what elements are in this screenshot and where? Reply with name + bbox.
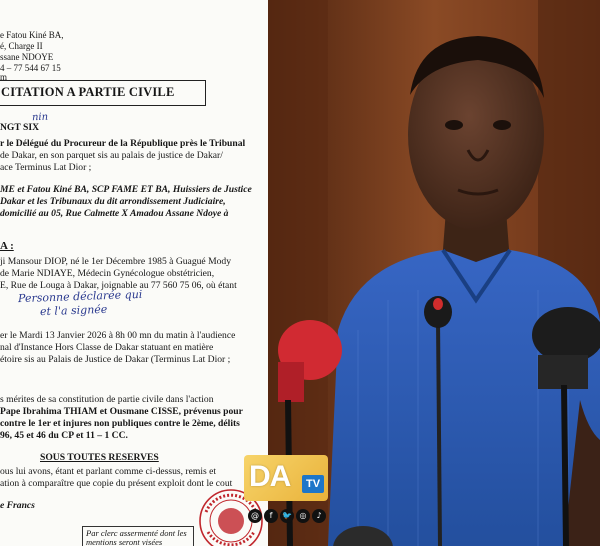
doc-line: contre le 1er et injures non publiques contre le 2ème, délits — [0, 418, 240, 429]
doc-line: Pape Ibrahima THIAM et Ousmane CISSE, prévenus pour — [0, 406, 243, 417]
doc-line: E, Rue de Louga à Dakar, joignable au 77 560 75 06, où étant — [0, 280, 237, 291]
doc-line: ME et Fatou Kiné BA, SCP FAME ET BA, Huissiers de Justice — [0, 184, 252, 195]
eye — [493, 120, 511, 130]
doc-line: NGT SIX — [0, 122, 40, 133]
doc-line: de Dakar, en son parquet sis au palais de justice de Dakar/ — [0, 150, 223, 161]
da-tv-logo — [244, 455, 328, 501]
facebook-icon[interactable]: f — [264, 509, 278, 523]
header-line: é, Charge II — [0, 41, 43, 51]
doc-line: domicilié au 05, Rue Calmette X Amadou Assane Ndoye à — [0, 208, 229, 219]
doc-line: Dakar et les Tribunaux du dit arrondissement Judiciaire, — [0, 196, 226, 207]
doc-line: nal d'Instance Hors Classe de Dakar statuant en matière — [0, 342, 214, 353]
threads-icon[interactable]: @ — [248, 509, 262, 523]
mic-stand — [438, 320, 440, 546]
blue-shirt — [328, 250, 600, 546]
header-line: e Fatou Kiné BA, — [0, 30, 64, 40]
header-line: m — [0, 72, 8, 82]
header-line: 4 – 77 544 67 15 — [0, 63, 61, 73]
doc-line: SOUS TOUTES RESERVES — [40, 452, 159, 463]
mic-flag — [538, 355, 588, 389]
document-title: CITATION A PARTIE CIVILE — [0, 80, 206, 106]
handwritten-note: et l'a signée — [39, 302, 108, 319]
eye — [445, 120, 463, 130]
mic-stand — [564, 385, 566, 546]
doc-line: r le Délégué du Procureur de la République près le Tribunal — [0, 138, 246, 149]
doc-line: 96, 45 et 46 du CP et 11 – 1 CC. — [0, 430, 128, 441]
handwritten-note: nin — [31, 111, 49, 124]
doc-line: ji Mansour DIOP, né le 1er Décembre 1985 à Guagué Mody — [0, 256, 231, 267]
doc-line: ation à comparaître que copie du présent exploit dont le cout — [0, 478, 233, 489]
handwritten-note: Personne déclarée qui — [17, 287, 143, 306]
doc-line: A : — [0, 240, 14, 252]
clerc-notice-box: Par clerc assermenté dont les mentions seront visées — [82, 526, 194, 546]
doc-line: de Marie NDIAYE, Médecin Gynécologue obstétricien, — [0, 268, 215, 279]
social-icons-bar — [248, 509, 328, 525]
header-line: ssane NDOYE — [0, 52, 54, 62]
doc-line: s mérites de sa constitution de partie civile dans l'action — [0, 394, 214, 405]
doc-line: étoire sis au Palais de Justice de Dakar (Terminus Lat Dior ; — [0, 354, 231, 365]
instagram-icon[interactable]: ◎ — [296, 509, 310, 523]
mic-flag — [278, 362, 304, 402]
legal-document-scan — [0, 0, 268, 546]
doc-line: e Francs — [0, 500, 35, 511]
tiktok-icon[interactable]: ♪ — [312, 509, 326, 523]
doc-line: ace Terminus Lat Dior ; — [0, 162, 92, 173]
twitter-icon[interactable]: 🐦 — [280, 509, 294, 523]
doc-line: er le Mardi 13 Janvier 2026 à 8h 00 mn du matin à l'audience — [0, 330, 236, 341]
logo-letters: DA — [249, 460, 291, 493]
doc-line: ous lui avons, étant et parlant comme ci-dessus, remis et — [0, 466, 217, 477]
logo-tv-badge: TV — [302, 475, 324, 493]
mic-led — [433, 298, 443, 310]
